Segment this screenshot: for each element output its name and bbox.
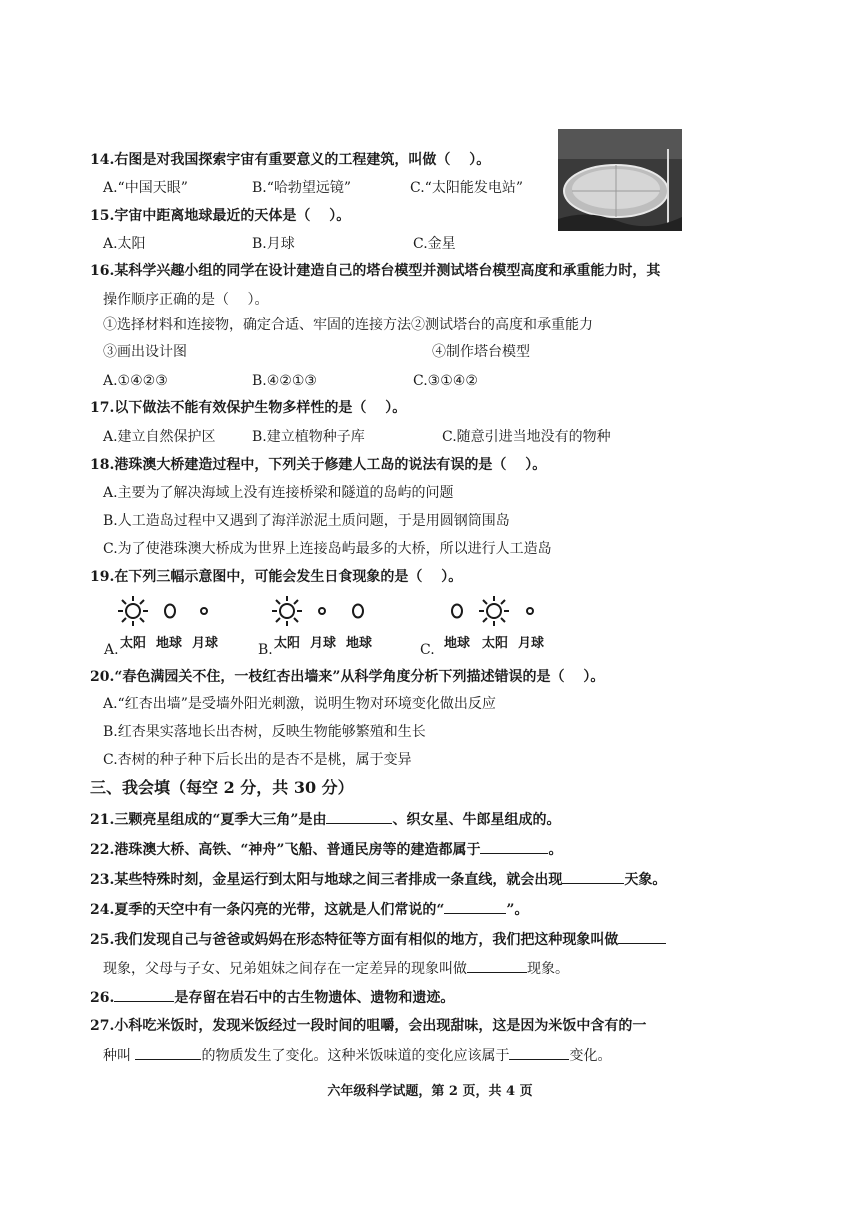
question-25-blank-2[interactable]	[467, 958, 527, 973]
question-16-step-3: ③画出设计图	[103, 344, 187, 360]
diagram-b-label-3: 地球	[346, 636, 373, 651]
question-27-text3: 变化。	[569, 1048, 612, 1064]
question-25-text3: 现象。	[527, 961, 569, 977]
question-15-stem: 15.宇宙中距离地球最近的天体是（ ）。	[90, 208, 351, 224]
question-14-option-c: C.“太阳能发电站”	[410, 180, 523, 196]
question-16-steps-1-2: ①选择材料和连接物，确定合适、牢固的连接方法②测试塔台的高度和承重能力	[103, 317, 593, 333]
question-20-option-c: C.杏树的种子种下后长出的是杏不是桃，属于变异	[103, 752, 412, 768]
question-21-post: 、织女星、牛郎星组成的。	[392, 812, 561, 828]
question-27-text1: 种叫	[103, 1048, 136, 1064]
question-14-stem: 14.右图是对我国探索宇宙有重要意义的工程建筑，叫做（ ）。	[90, 152, 491, 168]
question-24	[90, 899, 528, 920]
question-19-option-c-letter: C.	[420, 642, 435, 658]
question-25-text2: 现象，父母与子女、兄弟姐妹之间存在一定差异的现象叫做	[103, 961, 467, 977]
question-17-option-b: B.建立植物种子库	[252, 429, 365, 445]
question-27-line1: 27.小科吃米饭时，发现米饭经过一段时间的咀嚼，会出现甜味，这是因为米饭中含有的一	[90, 1018, 647, 1034]
question-19-stem: 19.在下列三幅示意图中，可能会发生日食现象的是（ ）。	[90, 569, 463, 585]
question-15-option-b: B.月球	[252, 236, 295, 252]
diagram-c-label-2: 太阳	[482, 636, 509, 651]
diagram-a-celestial-bodies	[118, 594, 228, 628]
question-25-line2	[103, 958, 569, 979]
question-24-post: ”。	[506, 902, 529, 918]
sun-icon	[272, 596, 302, 626]
question-24-blank[interactable]	[444, 899, 506, 914]
question-23-pre: 23.某些特殊时刻，金星运行到太阳与地球之间三者排成一条直线，就会出现	[90, 872, 563, 888]
telescope-photo	[558, 129, 682, 231]
question-25-blank-1[interactable]	[618, 929, 666, 944]
diagram-c-label-1: 地球	[444, 636, 471, 651]
sun-icon	[479, 596, 509, 626]
question-14-option-b: B.“哈勃望远镜”	[252, 180, 352, 196]
question-18-stem: 18.港珠澳大桥建造过程中，下列关于修建人工岛的说法有误的是（ ）。	[90, 457, 547, 473]
diagram-b-celestial-bodies	[272, 594, 382, 628]
question-17-option-a: A.建立自然保护区	[103, 429, 216, 445]
question-27-blank-1[interactable]	[135, 1045, 201, 1060]
question-16-option-c: C.③①④②	[413, 373, 478, 389]
question-17-stem: 17.以下做法不能有效保护生物多样性的是（ ）。	[90, 400, 407, 416]
question-26	[90, 987, 454, 1008]
question-18-option-a: A.主要为了解决海域上没有连接桥梁和隧道的岛屿的问题	[103, 485, 454, 501]
page-footer: 六年级科学试题，第 2 页，共 4 页	[327, 1084, 533, 1099]
question-23-post: 天象。	[624, 872, 667, 888]
question-18-option-c: C.为了使港珠澳大桥成为世界上连接岛屿最多的大桥，所以进行人工造岛	[103, 541, 552, 557]
question-25-text1: 25.我们发现自己与爸爸或妈妈在形态特征等方面有相似的地方，我们把这种现象叫做	[90, 932, 619, 948]
question-21-pre: 21.三颗亮星组成的“夏季大三角”是由	[90, 812, 327, 828]
question-17-option-c: C.随意引进当地没有的物种	[442, 429, 611, 445]
diagram-c-celestial-bodies	[442, 594, 552, 628]
question-19-option-b-letter: B.	[258, 642, 273, 658]
question-23	[90, 869, 666, 890]
moon-icon	[527, 608, 533, 614]
question-16-step-4: ④制作塔台模型	[432, 344, 530, 360]
earth-icon	[452, 605, 462, 618]
question-26-blank[interactable]	[114, 987, 174, 1002]
question-27-text2: 的物质发生了变化。这种米饭味道的变化应该属于	[201, 1048, 510, 1064]
question-22	[90, 839, 562, 860]
question-22-blank[interactable]	[480, 839, 548, 854]
moon-icon	[201, 608, 207, 614]
question-21	[90, 809, 560, 830]
question-27-line2	[103, 1045, 611, 1066]
question-22-post: 。	[548, 842, 563, 858]
question-16-stem-line2: 操作顺序正确的是（ ）。	[103, 292, 269, 308]
question-16-option-a: A.①④②③	[103, 373, 168, 389]
diagram-a-label-2: 地球	[156, 636, 183, 651]
question-25-line1	[90, 929, 666, 950]
sun-icon	[118, 596, 148, 626]
question-18-option-b: B.人工造岛过程中又遇到了海洋淤泥土质问题，于是用圆钢筒围岛	[103, 513, 510, 529]
question-26-pre: 26.	[90, 990, 115, 1006]
question-23-blank[interactable]	[562, 869, 624, 884]
radio-telescope-image	[558, 129, 682, 231]
question-19-option-a-letter: A.	[104, 642, 119, 658]
question-15-option-c: C.金星	[413, 236, 456, 252]
question-21-blank[interactable]	[326, 809, 392, 824]
diagram-a-label-1: 太阳	[120, 636, 147, 651]
diagram-a-label-3: 月球	[192, 636, 219, 651]
question-14-option-a: A.“中国天眼”	[103, 180, 188, 196]
question-20-stem: 20.“春色满园关不住，一枝红杏出墙来”从科学角度分析下列描述错误的是（ ）。	[90, 669, 605, 685]
diagram-c-label-3: 月球	[518, 636, 545, 651]
question-15-option-a: A.太阳	[103, 236, 146, 252]
earth-icon	[353, 605, 363, 618]
diagram-b-label-2: 月球	[310, 636, 337, 651]
question-27-blank-2[interactable]	[509, 1045, 569, 1060]
moon-icon	[319, 608, 325, 614]
question-22-pre: 22.港珠澳大桥、高铁、“神舟”飞船、普通民房等的建造都属于	[90, 842, 481, 858]
question-24-pre: 24.夏季的天空中有一条闪亮的光带，这就是人们常说的“	[90, 902, 445, 918]
section-3-heading: 三、我会填（每空 2 分，共 30 分）	[90, 778, 354, 797]
question-16-stem-line1: 16.某科学兴趣小组的同学在设计建造自己的塔台模型并测试塔台模型高度和承重能力时，其	[90, 263, 661, 279]
question-20-option-a: A.“红杏出墙”是受墙外阳光刺激，说明生物对环境变化做出反应	[103, 696, 496, 712]
question-26-post: 是存留在岩石中的古生物遗体、遗物和遗迹。	[174, 990, 455, 1006]
diagram-b-label-1: 太阳	[274, 636, 301, 651]
question-16-option-b: B.④②①③	[252, 373, 317, 389]
question-20-option-b: B.红杏果实落地长出杏树，反映生物能够繁殖和生长	[103, 724, 426, 740]
earth-icon	[165, 605, 175, 618]
